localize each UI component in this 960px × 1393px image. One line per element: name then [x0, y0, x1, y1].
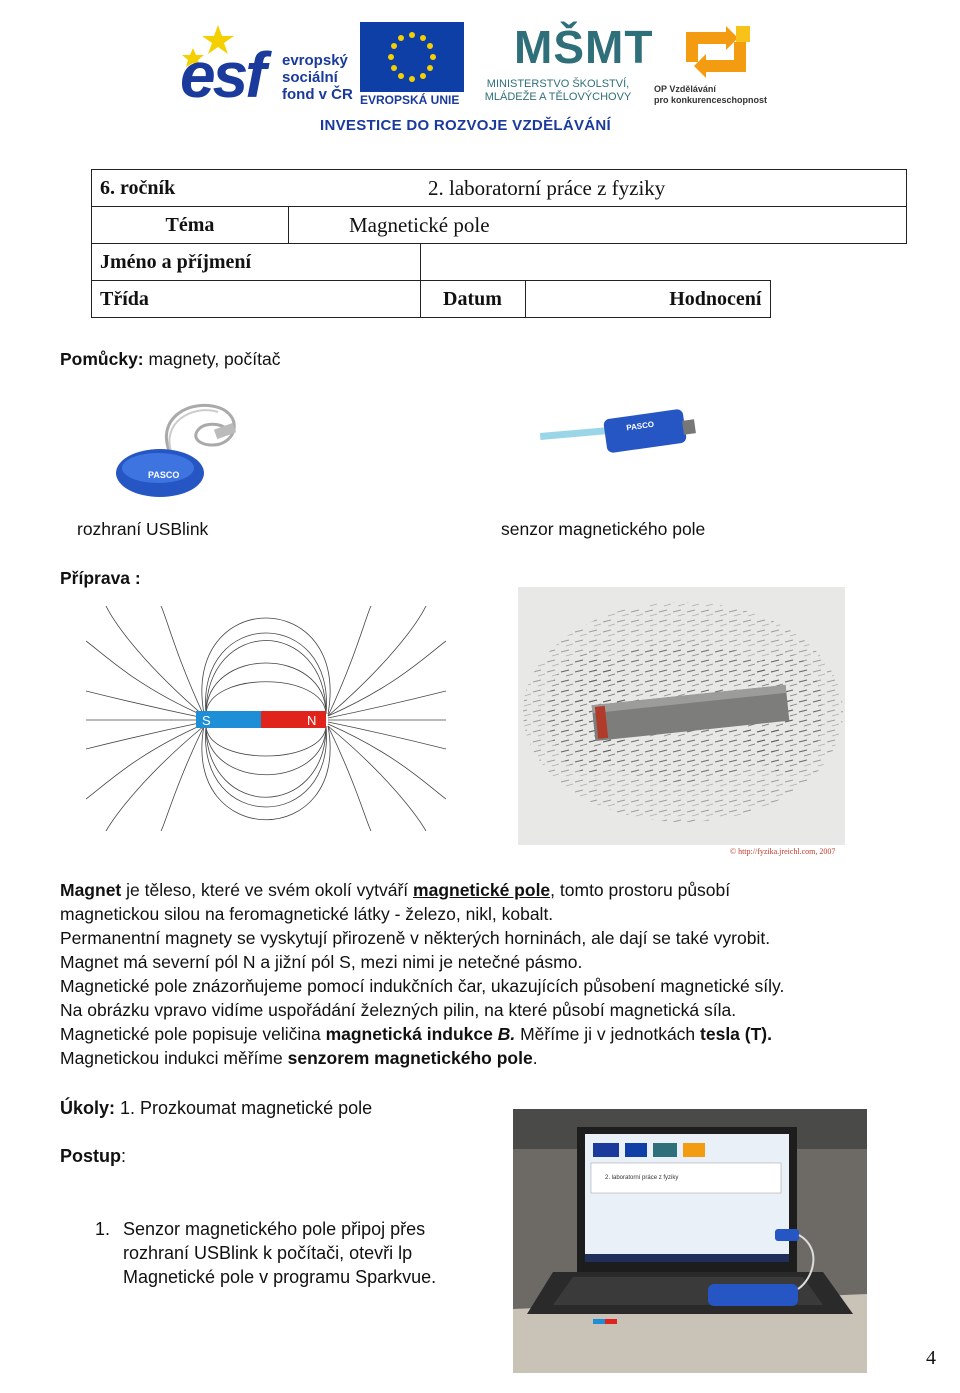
- name-label: Jméno a příjmení: [100, 250, 252, 273]
- step-line-1: Senzor magnetického pole připoj přes: [123, 1219, 426, 1239]
- investice-banner: INVESTICE DO ROZVOJE VZDĚLÁVÁNÍ: [320, 117, 612, 134]
- text-line-3: Permanentní magnety se vyskytují přirozeně v některých horninách, ale dají se také vyrobit.: [60, 928, 771, 948]
- step-line-3: Magnetické pole v programu Sparkvue.: [123, 1267, 437, 1287]
- text-l8-b: senzorem magnetického pole: [287, 1048, 533, 1068]
- text-line-8: [60, 1046, 930, 1070]
- text-line-6: Na obrázku vpravo vidíme uspořádání železných pilin, na které působí magnetická síla.: [60, 1000, 737, 1020]
- tasks-line: [60, 1096, 372, 1120]
- tasks-label: Úkoly:: [60, 1098, 116, 1118]
- pole-n-label: N: [307, 713, 317, 728]
- text-l1-a: je těleso, které ve svém okolí vytváří: [121, 880, 414, 900]
- esf-line2: sociální: [282, 69, 338, 86]
- class-label: Třída: [100, 287, 149, 310]
- esf-letters: esf: [180, 39, 264, 111]
- grade-cell: 6. ročník: [100, 176, 176, 199]
- step-number: 1.: [95, 1219, 111, 1239]
- text-line-2: magnetickou silou na feromagnetické látky - železo, nikl, kobalt.: [60, 904, 554, 924]
- procedure-label: Postup: [60, 1146, 121, 1166]
- text-l7-e: tesla (T).: [700, 1024, 772, 1044]
- step-line-2: rozhraní USBlink k počítači, otevři lp: [123, 1243, 413, 1263]
- esf-logo: [178, 20, 358, 110]
- op-line1: OP Vzdělávání: [654, 84, 716, 94]
- text-line-7: [60, 1022, 930, 1046]
- op-arrows-icon: [676, 22, 756, 82]
- msmt-logo: [470, 18, 654, 108]
- date-label: Datum: [443, 287, 502, 310]
- text-l7-c: B.: [497, 1024, 516, 1044]
- text-l8-c: .: [532, 1048, 538, 1068]
- info-table: [91, 169, 907, 318]
- eu-flag-icon: [360, 22, 464, 92]
- laptop-screen-text: 2. laboratorní práce z fyziky: [605, 1175, 679, 1181]
- laptop-setup-photo: [513, 1109, 867, 1373]
- text-line-1: [60, 878, 930, 902]
- pole-s-label: S: [202, 713, 211, 728]
- text-line-5: Magnetické pole znázorňujeme pomocí indukčních čar, ukazujících působení magnetické síly.: [60, 976, 785, 996]
- eu-label: EVROPSKÁ UNIE: [360, 93, 460, 107]
- photo-credit: © http://fyzika.jreichl.com, 2007: [730, 847, 836, 856]
- text-l1-b: , tomto prostoru působí: [550, 880, 731, 900]
- text-l7-d: Měříme ji v jednotkách: [515, 1024, 701, 1044]
- procedure-heading: [60, 1144, 126, 1168]
- procedure-step-1: [95, 1217, 503, 1289]
- usblink-caption: rozhraní USBlink: [77, 519, 209, 539]
- text-l7-a: Magnetické pole popisuje veličina: [60, 1024, 326, 1044]
- msmt-line2: MLÁDEŽE A TĚLOVÝCHOVY: [484, 91, 632, 103]
- lab-title-cell: 2. laboratorní práce z fyziky: [428, 175, 666, 200]
- procedure-colon: :: [121, 1146, 127, 1166]
- description-block: [60, 878, 930, 1070]
- esf-line1: evropský: [282, 52, 348, 69]
- grade-label: Hodnocení: [669, 287, 762, 310]
- op-line2: pro konkurenceschopnost: [654, 95, 768, 105]
- topic-label: Téma: [165, 213, 215, 236]
- magnetic-sensor-image: [535, 400, 700, 460]
- tools-line: [60, 347, 280, 371]
- iron-filings-photo: [518, 587, 845, 857]
- preparation-label: Příprava :: [60, 568, 141, 588]
- text-l7-b: magnetická indukce: [325, 1024, 498, 1044]
- sensor-brand: PASCO: [625, 419, 655, 433]
- text-l8-a: Magnetickou indukci měříme: [60, 1048, 288, 1068]
- msmt-line1: MINISTERSTVO ŠKOLSTVÍ,: [486, 78, 630, 90]
- topic-value: Magnetické pole: [349, 212, 490, 237]
- tools-value: magnety, počítač: [143, 349, 281, 369]
- page-number: 4: [926, 1347, 936, 1369]
- usblink-device-image: [110, 398, 250, 502]
- eu-logo: [360, 22, 466, 108]
- usblink-brand: PASCO: [148, 470, 180, 480]
- sensor-caption: senzor magnetického pole: [501, 519, 706, 539]
- field-lines-diagram: [86, 606, 446, 831]
- op-logo: [654, 22, 774, 108]
- magnetic-field-link[interactable]: magnetické pole: [413, 880, 551, 900]
- magnet-word: Magnet: [60, 880, 122, 900]
- esf-line3: fond v ČR: [282, 86, 353, 103]
- msmt-letters: MŠMT: [514, 21, 654, 73]
- tools-label: Pomůcky:: [60, 349, 144, 369]
- text-line-4: Magnet má severní pól N a jižní pól S, mezi nimi je netečné pásmo.: [60, 952, 583, 972]
- tasks-value: 1. Prozkoumat magnetické pole: [115, 1098, 373, 1118]
